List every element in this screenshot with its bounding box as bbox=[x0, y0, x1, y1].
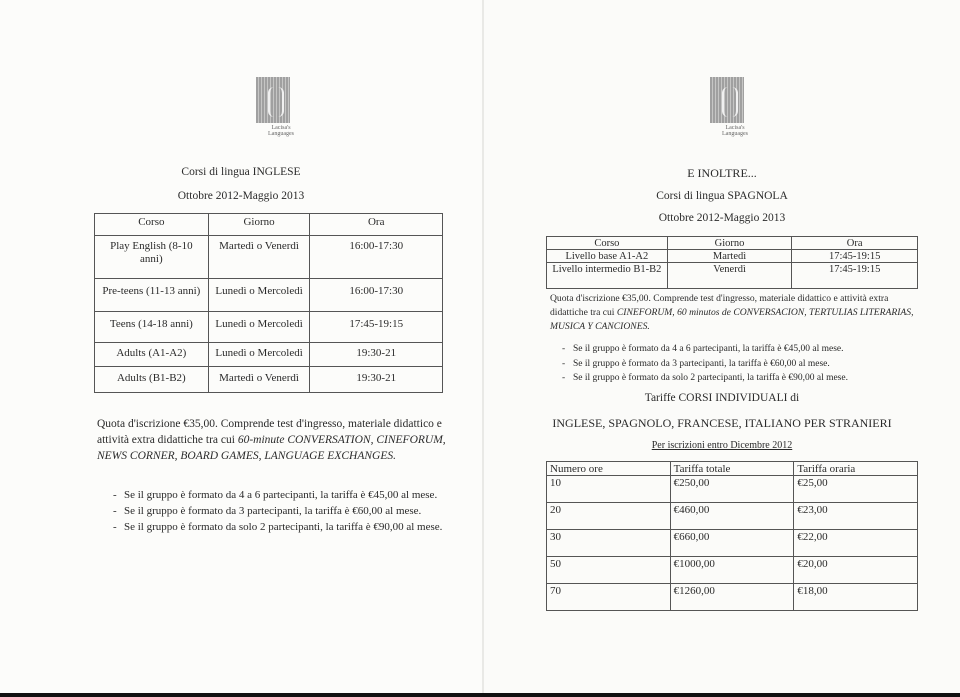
time-cell: 17:45-19:15 bbox=[310, 312, 443, 343]
time-cell: 17:45-19:15 bbox=[792, 250, 918, 263]
column-header: Ora bbox=[792, 237, 918, 250]
logo-text-right: Lacisa's Languages bbox=[722, 125, 748, 137]
day-cell: Martedì bbox=[667, 250, 792, 263]
hours-cell: 10 bbox=[547, 476, 671, 503]
table-row bbox=[95, 312, 443, 343]
course-cell: Adults (B1-B2) bbox=[95, 367, 209, 393]
right-heading: E INOLTRE... bbox=[687, 166, 757, 180]
time-cell: 16:00-17:30 bbox=[310, 236, 443, 279]
school-logo-right bbox=[710, 77, 760, 137]
column-header: Giorno bbox=[208, 214, 310, 236]
english-schedule-table bbox=[94, 213, 443, 393]
time-cell: 19:30-21 bbox=[310, 343, 443, 367]
page-fold bbox=[482, 0, 484, 697]
languages-heading: INGLESE, SPAGNOLO, FRANCESE, ITALIANO PER STRANIERI bbox=[552, 416, 892, 430]
table-row bbox=[95, 279, 443, 312]
day-cell: Martedì o Venerdì bbox=[208, 367, 310, 393]
english-period: Ottobre 2012-Maggio 2013 bbox=[177, 190, 305, 202]
hours-cell: 20 bbox=[547, 503, 671, 530]
hours-cell: 70 bbox=[547, 584, 671, 611]
time-cell: 16:00-17:30 bbox=[310, 279, 443, 312]
time-cell: 19:30-21 bbox=[310, 367, 443, 393]
column-header: Corso bbox=[95, 214, 209, 236]
course-cell: Pre-teens (11-13 anni) bbox=[95, 279, 209, 312]
course-cell: Play English (8-10 anni) bbox=[95, 236, 209, 279]
table-header-row bbox=[95, 214, 443, 236]
english-course-title: Corsi di lingua INGLESE bbox=[181, 166, 301, 178]
list-item: - Se il gruppo è formato da solo 2 partecipanti, la tariffa è €90,00 al mese. bbox=[97, 519, 457, 535]
school-logo-left bbox=[256, 77, 306, 137]
individual-rates-heading: Tariffe CORSI INDIVIDUALI di bbox=[644, 392, 800, 404]
hourly-fee-cell: €20,00 bbox=[794, 557, 918, 584]
column-header: Tariffa oraria bbox=[794, 462, 918, 476]
hourly-fee-cell: €18,00 bbox=[794, 584, 918, 611]
english-pricing-list bbox=[97, 487, 457, 535]
hourly-fee-cell: €22,00 bbox=[794, 530, 918, 557]
total-fee-cell: €250,00 bbox=[670, 476, 794, 503]
column-header: Giorno bbox=[667, 237, 792, 250]
table-header-row bbox=[547, 462, 918, 476]
list-item: - Se il gruppo è formato da 4 a 6 partecipanti, la tariffa è €45,00 al mese. bbox=[97, 487, 457, 503]
course-cell: Teens (14-18 anni) bbox=[95, 312, 209, 343]
day-cell: Lunedì o Mercoledì bbox=[208, 343, 310, 367]
day-cell: Venerdì bbox=[667, 263, 792, 289]
table-row bbox=[95, 367, 443, 393]
table-row bbox=[547, 530, 918, 557]
logo-text-left: Lacisa's Languages bbox=[268, 125, 294, 137]
total-fee-cell: €1260,00 bbox=[670, 584, 794, 611]
course-cell: Livello base A1-A2 bbox=[547, 250, 668, 263]
column-header: Corso bbox=[547, 237, 668, 250]
day-cell: Lunedì o Mercoledì bbox=[208, 279, 310, 312]
table-row bbox=[547, 584, 918, 611]
course-cell: Livello intermedio B1-B2 bbox=[547, 263, 668, 289]
total-fee-cell: €1000,00 bbox=[670, 557, 794, 584]
table-row bbox=[547, 263, 918, 289]
list-item: - Se il gruppo è formato da solo 2 partecipanti, la tariffa è €90,00 al mese. bbox=[558, 371, 918, 386]
day-cell: Martedì o Venerdì bbox=[208, 236, 310, 279]
table-header-row bbox=[547, 237, 918, 250]
table-row bbox=[547, 557, 918, 584]
list-item: - Se il gruppo è formato da 3 partecipanti, la tariffa è €60,00 al mese. bbox=[558, 357, 918, 372]
hourly-fee-cell: €23,00 bbox=[794, 503, 918, 530]
english-fee-paragraph: Quota d'iscrizione €35,00. Comprende test d'ingresso, materiale didattico e attività extra didattiche tra cui 60-minute CONVERSATION, CINEFORUM, NEWS CORNER, BOARD GAMES, LANGUAGE EXCHANGES. bbox=[97, 418, 446, 462]
logo-emblem-icon bbox=[256, 77, 290, 123]
spanish-schedule-table bbox=[546, 236, 918, 289]
spanish-fee-paragraph: Quota d'iscrizione €35,00. Comprende test d'ingresso, materiale didattico e attività extra didattiche tra cui CINEFORUM, 60 minutos de CONVERSACION, TERTULIAS LITERARIAS, MUSICA Y CANCIONES. bbox=[550, 293, 914, 332]
table-row bbox=[95, 343, 443, 367]
column-header: Numero ore bbox=[547, 462, 671, 476]
course-cell: Adults (A1-A2) bbox=[95, 343, 209, 367]
list-item: - Se il gruppo è formato da 3 partecipanti, la tariffa è €60,00 al mese. bbox=[97, 503, 457, 519]
table-row bbox=[95, 236, 443, 279]
hours-cell: 50 bbox=[547, 557, 671, 584]
scan-edge bbox=[0, 693, 960, 697]
hours-cell: 30 bbox=[547, 530, 671, 557]
hourly-fee-cell: €25,00 bbox=[794, 476, 918, 503]
enrollment-note: Per iscrizioni entro Dicembre 2012 bbox=[651, 440, 793, 451]
table-row bbox=[547, 476, 918, 503]
table-row bbox=[547, 503, 918, 530]
column-header: Ora bbox=[310, 214, 443, 236]
spanish-course-title: Corsi di lingua SPAGNOLA bbox=[656, 190, 788, 202]
list-item: - Se il gruppo è formato da 4 a 6 partecipanti, la tariffa è €45,00 al mese. bbox=[558, 342, 918, 357]
individual-fees-table bbox=[546, 461, 918, 611]
spanish-pricing-list bbox=[558, 342, 918, 386]
total-fee-cell: €460,00 bbox=[670, 503, 794, 530]
total-fee-cell: €660,00 bbox=[670, 530, 794, 557]
logo-emblem-icon bbox=[710, 77, 744, 123]
time-cell: 17:45-19:15 bbox=[792, 263, 918, 289]
day-cell: Lunedì o Mercoledì bbox=[208, 312, 310, 343]
column-header: Tariffa totale bbox=[670, 462, 794, 476]
table-row bbox=[547, 250, 918, 263]
spanish-period: Ottobre 2012-Maggio 2013 bbox=[658, 212, 786, 224]
